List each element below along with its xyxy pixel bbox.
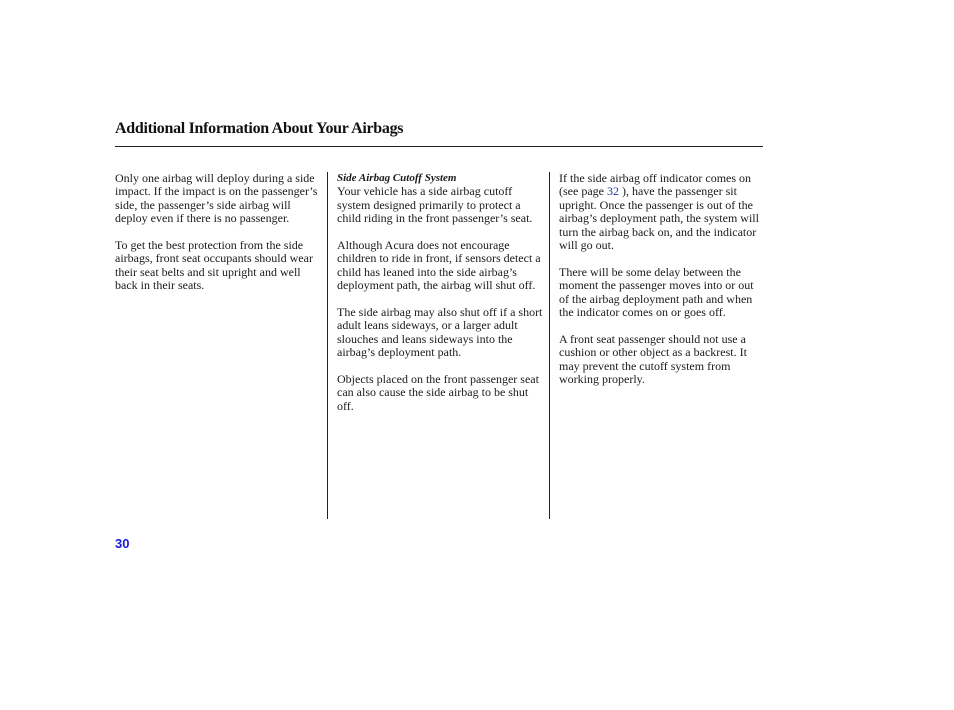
paragraph: Only one airbag will deploy during a side impact. If the impact is on the passenger’s side, the passenger’s side airbag will deploy even if there is no passenger. (115, 171, 318, 226)
page-number: 30 (115, 536, 130, 551)
column-2 (337, 172, 543, 427)
section-subheading: Side Airbag Cutoff System (337, 172, 457, 184)
paragraph: Your vehicle has a side airbag cutoff system designed primarily to protect a child riding in the front passenger’s seat. (337, 184, 533, 226)
column-1 (115, 172, 320, 306)
paragraph: The side airbag may also shut off if a short adult leans sideways, or a larger adult slouches and leans sideways into the airbag’s deployment path. (337, 305, 543, 360)
paragraph-text: If the side airbag off indicator comes on (see page (559, 171, 752, 199)
title-divider (115, 146, 763, 147)
page-title: Additional Information About Your Airbags (115, 120, 404, 137)
paragraph: A front seat passenger should not use a cushion or other object as a backrest. It may prevent the cutoff system from working properly. (559, 331, 747, 387)
page-reference-link[interactable]: 32 (606, 184, 619, 199)
paragraph: Although Acura does not encourage children to ride in front, if sensors detect a child has leaned into the side airbag’s deployment path, the airbag will shut off. (337, 238, 541, 293)
paragraph: Objects placed on the front passenger seat can also cause the side airbag to be shut off. (337, 372, 539, 413)
column-3 (559, 172, 765, 400)
column-divider (327, 172, 328, 519)
column-divider (549, 172, 550, 519)
paragraph-text: ), have the passenger sit upright. Once the passenger is out of the airbag’s deployment path, the system will turn the airbag back on, and the indicator will go out. (559, 184, 759, 253)
paragraph: To get the best protection from the side airbags, front seat occupants should wear their seat belts and sit upright and well back in their seats. (115, 238, 313, 293)
paragraph: There will be some delay between the moment the passenger moves into or out of the airbag deployment path and when the indicator comes on or goes off. (559, 264, 754, 320)
paragraph (559, 172, 765, 252)
